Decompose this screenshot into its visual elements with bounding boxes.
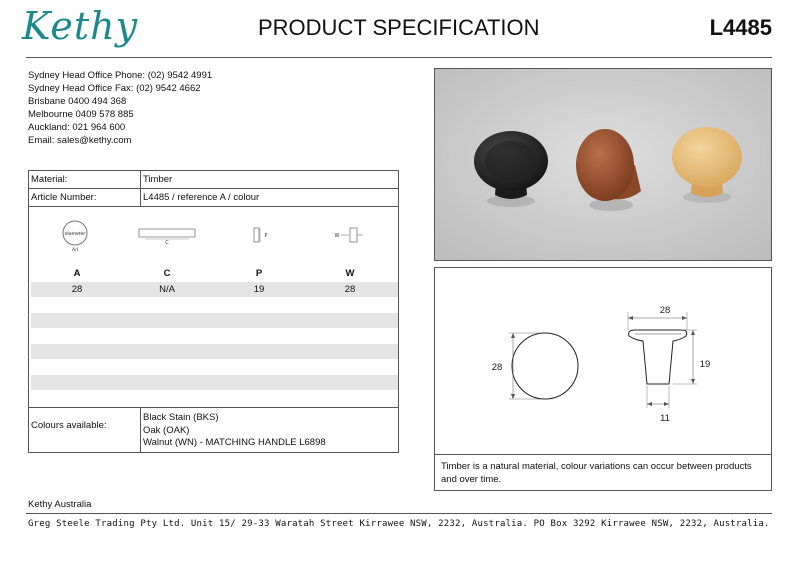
empty-row	[31, 344, 398, 359]
spec-table	[28, 170, 399, 453]
colours-label: Colours available:	[31, 420, 107, 431]
contact-line: Email: sales@kethy.com	[28, 135, 132, 146]
diameter-icon	[57, 217, 93, 253]
diameter-icon-label: diameter	[64, 232, 86, 237]
material-note: Timber is a natural material, colour variations can occur between products and over time.	[434, 455, 772, 491]
base-dim-label: 11	[660, 413, 670, 424]
brand-logo: Kethy	[22, 4, 139, 48]
article-row	[29, 189, 398, 207]
footer-rule	[26, 513, 772, 514]
diameter-icon-sublabel: A/I	[72, 248, 78, 253]
dim-value-w: 28	[344, 284, 356, 295]
colour-item: Oak (OAK)	[143, 424, 190, 436]
colour-item: Walnut (WN) - MATCHING HANDLE L6898	[143, 437, 326, 448]
footer-company: Kethy Australia	[28, 499, 92, 510]
colour-item: Black Stain (BKS)	[143, 412, 219, 423]
product-photo	[434, 68, 772, 261]
width-icon	[333, 224, 369, 246]
empty-row	[31, 375, 398, 390]
contact-line: Brisbane 0400 494 368	[28, 96, 127, 107]
colours-divider	[29, 407, 398, 408]
projection-icon-label: P	[264, 233, 268, 239]
contact-line: Sydney Head Office Phone: (02) 9542 4991	[28, 70, 213, 81]
colours-list	[143, 412, 326, 450]
article-value: L4485 / reference A / colour	[143, 192, 260, 203]
header-rule	[26, 57, 772, 58]
dim-header-p: P	[255, 268, 263, 279]
material-row	[29, 171, 398, 189]
diameter-dim-label: 28	[491, 362, 503, 373]
projection-icon	[251, 225, 271, 245]
footer-address: Greg Steele Trading Pty Ltd. Unit 15/ 29-33 Waratah Street Kirrawee NSW, 2232, Australia. PO Box 3292 Kirrawee NSW, 2232, Australia.	[28, 519, 770, 529]
dim-value-p: 19	[253, 284, 265, 295]
material-label: Material:	[31, 174, 68, 185]
column-divider	[140, 408, 141, 453]
handle-length-icon-label: C	[165, 240, 169, 245]
technical-drawing	[434, 267, 772, 455]
dim-header-c: C	[163, 268, 171, 279]
dim-value-c: N/A	[159, 284, 175, 295]
dim-header-w: W	[345, 268, 355, 279]
height-dim-label: 19	[699, 359, 711, 370]
knobs-illustration	[435, 69, 772, 261]
dimension-drawing	[435, 268, 773, 456]
contact-line: Melbourne 0409 578 885	[28, 109, 134, 120]
column-divider	[140, 171, 141, 206]
width-dim-label: 28	[659, 305, 671, 316]
contact-line: Auckland: 021 964 600	[28, 122, 126, 133]
product-code: L4485	[709, 15, 772, 40]
page-title: PRODUCT SPECIFICATION	[258, 15, 540, 40]
dim-header-a: A	[73, 268, 81, 279]
width-icon-label: W	[334, 233, 340, 239]
contact-block	[28, 69, 212, 147]
article-label: Article Number:	[31, 192, 97, 203]
contact-line: Sydney Head Office Fax: (02) 9542 4662	[28, 83, 201, 94]
material-value: Timber	[143, 174, 173, 185]
empty-row	[31, 313, 398, 328]
handle-length-icon	[135, 225, 199, 245]
dim-value-a: 28	[71, 284, 83, 295]
